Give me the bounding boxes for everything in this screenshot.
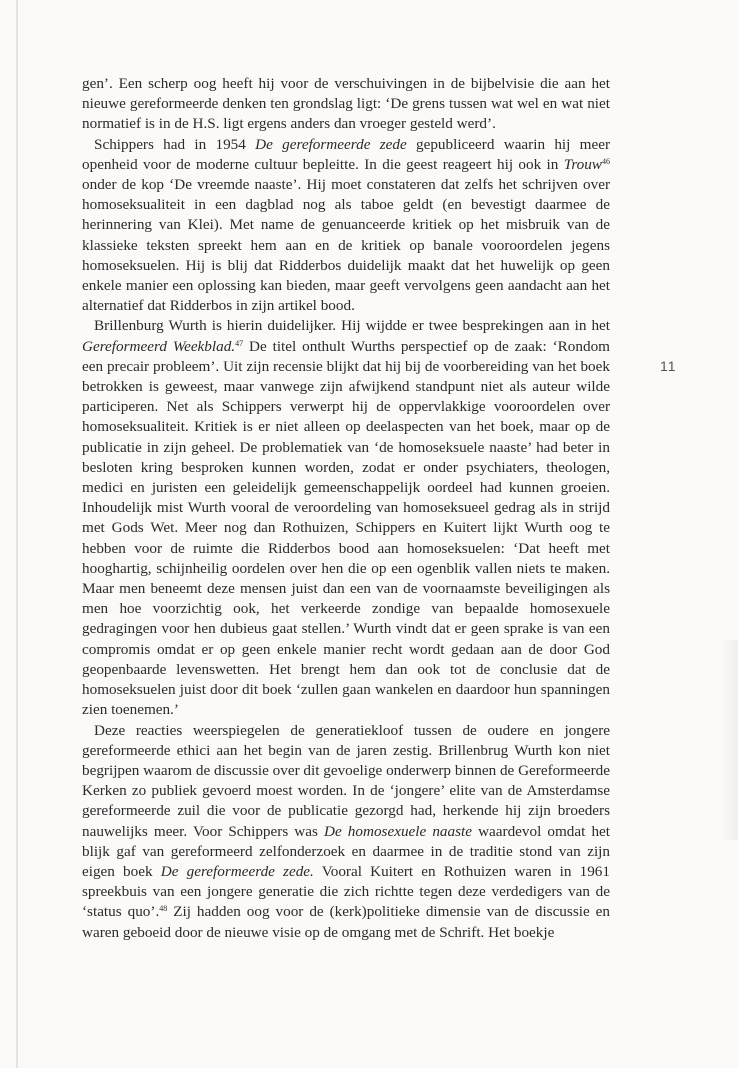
text-run: Vooral Kuitert en Rothuizen waren in 1961 spreekbuis van een jongere generatie die zich richtte tegen deze verdedigers van de ‘status quo’. <box>82 862 610 921</box>
footnote-ref: 46 <box>602 156 610 166</box>
italic-title: Trouw <box>563 155 602 173</box>
italic-title: De gereformeerde zede. <box>160 862 314 880</box>
page-number: 11 <box>660 358 677 374</box>
italic-title: Gereformeerd Weekblad. <box>82 337 236 355</box>
body-text <box>82 74 610 943</box>
paragraph <box>82 135 610 317</box>
paragraph <box>82 316 610 720</box>
text-run: Zij hadden oog voor de (kerk)politieke dimensie van de discussie en waren geboeid door de nieuwe visie op de omgang met de Schrift. Het boekje <box>82 903 610 941</box>
page-edge-shadow <box>720 640 738 840</box>
text-run: De titel onthult Wurths perspectief op de zaak: ‘Rondom een precair probleem’. Uit zijn recensie blijkt dat hij bij de voorbereiding van het boek betrokken is geweest, maar vanwege zijn afwijkend standpunt niet als auteur wilde participeren. Net als Schippers verwerpt hij de oppervlakkige vooroordelen over homoseksualiteit. Kritiek is er niet alleen op deelaspecten van het boek, maar op de publicatie in zijn geheel. De problematiek van ‘de homoseksuele naaste’ had beter in besloten kring besproken kunnen worden, zodat er onder psychiaters, theologen, medici en juristen een geleidelijk gemeenschappelijk oordeel had kunnen groeien. Inhoudelijk mist Wurth vooral de veroordeling van homoseksueel gedrag als in strijd met Gods Wet. Meer nog dan Rothuizen, Schippers en Kuitert lijkt Wurth oog te hebben voor de ruimte die Ridderbos bood aan homoseksuelen: ‘Dat heeft met hooghartig, schijnheilig oordelen over hen die op een ogenblik vallen niets te maken. Maar men beneemt deze mensen juist dan een van de voornaamste beveiligingen als men hoe voorzichtig ook, het verkeerde zondige van bepaalde homosexuele gedragingen voor hen dubieus gaat stellen.’ Wurth vindt dat er geen sprake is van een compromis omdat er op geen enkele manier recht wordt gedaan aan de door God geopenbaarde levenswetten. Het brengt hem dan ook tot de conclusie dat de homoseksuelen juist door dit boek ‘zullen gaan wankelen en daardoor hun spanningen zien toenemen.’ <box>82 337 610 719</box>
text-run: onder de kop ‘De vreemde naaste’. Hij moet constateren dat zelfs het schrijven over homoseksualiteit in een dagblad nog als taboe geldt (en bevestigt daarmee de herinnering van Klei). Met name de genuanceerde kritiek op het misbruik van de klassieke teksten spreekt hem aan en de kritiek op banale vooroordelen jegens homoseksuelen. Hij is blij dat Ridderbos duidelijk maakt dat het huwelijk op geen enkele manier een oplossing kan bieden, maar geeft vervolgens geen aandacht aan het alternatief dat Ridderbos in zijn artikel bood. <box>82 176 610 315</box>
text-run: Schippers had in 1954 <box>94 135 256 153</box>
footnote-ref: 47 <box>235 338 244 348</box>
italic-title: De homosexuele naaste <box>324 822 472 840</box>
text-run: gen’. Een scherp oog heeft hij voor de verschuivingen in de bijbelvisie die aan het nieuwe gereformeerde denken ten grondslag ligt: ‘De grens tussen wat wel en wat niet normatief is in de H.S. ligt ergens anders dan vroeger gesteld werd’. <box>82 75 610 133</box>
italic-title: De gereformeerde zede <box>255 135 407 153</box>
footnote-ref: 48 <box>159 904 168 914</box>
text-run: Deze reacties weerspiegelen de generatiekloof tussen de oudere en jongere gereformeerde ethici aan het begin van de jaren zestig. Brillenbrug Wurth kon niet begrijpen waarom de discussie over dit gevoelige onderwerp binnen de Gereformeerde Kerken zo publiek gevoerd moest worden. In de ‘jongere’ elite van de Amsterdamse gereformeerde zuil die voor de publicatie gezorgd had, herkende hij zijn broeders nauwelijks meer. Voor Schippers was <box>82 721 610 840</box>
text-run: waardevol omdat het blijk gaf van gereformeerd zelfonderzoek en daarmee in de traditie stond van zijn eigen boek <box>82 822 610 880</box>
text-run: gepubliceerd waarin hij meer openheid voor de moderne cultuur bepleitte. In die geest reageert hij ook in <box>82 135 610 173</box>
binding-gutter <box>16 0 18 1068</box>
paragraph <box>82 74 610 135</box>
paragraph <box>82 721 610 943</box>
text-run: Brillenburg Wurth is hierin duidelijker. Hij wijdde er twee besprekingen aan in het <box>94 317 610 335</box>
